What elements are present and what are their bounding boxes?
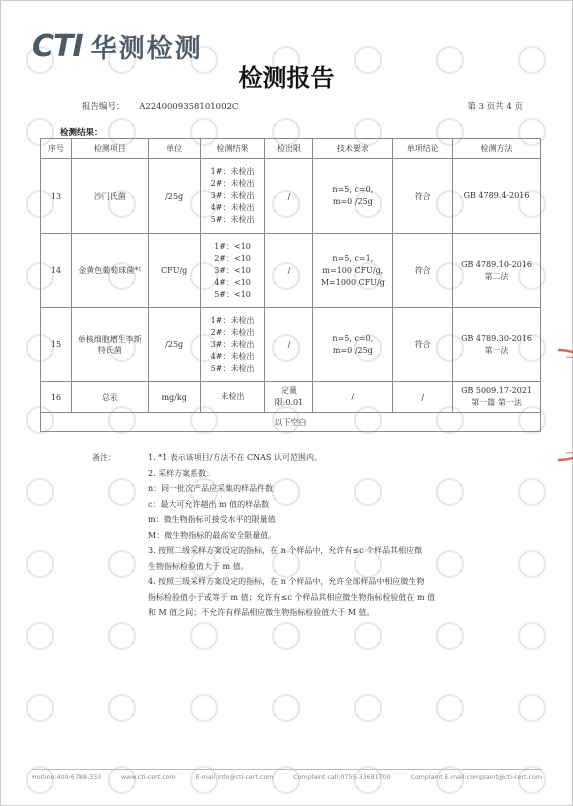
requirement-line: n=5, c=0, [332, 185, 374, 194]
method-line: 第一篇 第一法 [471, 398, 522, 407]
cell-result [200, 382, 265, 413]
cell-no: 16 [41, 382, 72, 413]
report-number-value: A2240009358101002C [139, 102, 239, 112]
method-line: GB 5009.17-2021 [461, 386, 533, 395]
note-line: 1. *1 表示该项目/方法不在 CNAS 认可范围内。 [148, 453, 322, 462]
table-row-blank-note [41, 413, 541, 432]
blank-note: 以下空白 [41, 413, 541, 432]
cell-limit: / [265, 308, 313, 382]
result-line: 5#：未检出 [210, 363, 255, 373]
cell-method [453, 159, 541, 234]
requirement-line: n=5, c=1, [332, 253, 374, 263]
logo-chinese-text: 华测检测 [90, 34, 203, 64]
result-line: 5#：未检出 [210, 215, 255, 224]
note-line: 和 M 值之间；不允许有样品相应微生物指标检验值大于 M 值。 [148, 608, 375, 617]
notes-body [148, 450, 488, 621]
note-line: m：微生物指标可接受水平的限量值 [148, 515, 276, 524]
method-line: GB 4789.30-2016 [461, 333, 533, 343]
cell-result [200, 234, 265, 308]
header-conclusion: 单项结论 [393, 139, 453, 159]
footer-email[interactable]: E-mail:info@cti-cert.com [195, 774, 274, 781]
header-no: 序号 [41, 139, 72, 159]
note-line: 3. 按照二级采样方案设定的指标，在 n 个样品中，允许有≤c 个样品其相应微 [148, 546, 423, 555]
footer-website[interactable]: www.cti-cert.com [121, 774, 176, 781]
header-limit: 检出限 [265, 139, 313, 159]
cell-limit: / [265, 234, 313, 308]
result-line: 1#：<10 [214, 241, 251, 251]
report-number-label: 报告编号： [82, 102, 125, 112]
table-row [41, 382, 541, 413]
method-line: GB 4789.10-2016 [461, 259, 533, 269]
cell-conclusion: 符合 [393, 308, 453, 382]
cell-requirement [313, 382, 393, 413]
cell-no: 13 [41, 159, 72, 234]
result-line: 3#：未检出 [210, 339, 255, 349]
requirement-line: m=100 CFU/g, [322, 265, 384, 275]
method-line: 第二法 [484, 271, 509, 281]
requirement-line: m=0 /25g [332, 345, 373, 355]
header-requirement: 技术要求 [313, 139, 393, 159]
results-label: 检测结果： [60, 128, 103, 138]
header-unit: 单位 [148, 139, 200, 159]
result-line: 1#：未检出 [210, 167, 255, 176]
table-row [41, 308, 541, 382]
footer-complaint-email[interactable]: Complaint E-mail:complaint@cti-cert.com [410, 774, 542, 781]
requirement-line: M=1000 CFU/g [320, 277, 385, 287]
result-line: 4#：未检出 [210, 203, 255, 212]
requirement-line: m=0 /25g [332, 197, 373, 206]
note-line: M：微生物指标的最高安全限量值。 [148, 530, 277, 540]
method-line: GB 4789.4-2016 [463, 191, 530, 200]
results-table [40, 138, 541, 432]
cell-item: 总汞 [71, 382, 148, 413]
header-item: 检测项目 [71, 139, 148, 159]
requirement-line: n=5, c=0, [332, 333, 374, 343]
result-line: 2#：未检出 [210, 179, 255, 188]
footer-divider [32, 769, 542, 770]
note-line: n：同一批次产品应采集的样品件数 [148, 484, 274, 493]
cell-unit: CFU/g [148, 234, 200, 308]
cell-conclusion: 符合 [393, 159, 453, 234]
cell-requirement [313, 159, 393, 234]
cell-method [453, 382, 541, 413]
cell-no: 14 [41, 234, 72, 308]
note-line: 2. 采样方案系数： [148, 468, 215, 478]
header-result: 检测结果 [200, 139, 265, 159]
result-line: 3#：<10 [214, 265, 251, 275]
footer-hotline: Hotline:400-6788-333 [32, 774, 102, 781]
cell-item: 金黄色葡萄球菌*¹ [71, 234, 148, 308]
result-line: 未检出 [220, 392, 245, 401]
report-number [82, 100, 238, 112]
cell-unit: /25g [148, 159, 200, 234]
footer [32, 774, 542, 781]
result-line: 5#：<10 [214, 289, 251, 299]
note-line: 生物指标检验值大于 m 值。 [148, 561, 249, 571]
note-line: 4. 按照三级采样方案设定的指标，在 n 个样品中，允许全部样品中相应微生物 [148, 577, 425, 586]
notes-label: 备注： [92, 453, 116, 462]
requirement-line: / [351, 392, 355, 401]
note-line: c：最大可允许超出 m 值的样品数 [148, 499, 270, 509]
cell-result [200, 308, 265, 382]
page-title: 检测报告 [238, 64, 335, 92]
result-line: 1#：未检出 [210, 315, 255, 325]
cell-unit: /25g [148, 308, 200, 382]
cell-method [453, 234, 541, 308]
result-line: 4#：<10 [214, 277, 251, 287]
method-line: 第一法 [484, 345, 509, 355]
table-header-row [41, 139, 541, 159]
cell-requirement [313, 308, 393, 382]
cell-conclusion: / [393, 382, 453, 413]
cell-method [453, 308, 541, 382]
footer-complaint-call: Complaint call:0755-33681700 [293, 774, 391, 781]
table-row [41, 234, 541, 308]
header-method: 检测方法 [453, 139, 541, 159]
cell-requirement [313, 234, 393, 308]
result-line: 2#：未检出 [210, 327, 255, 337]
page-info: 第 3 页共 4 页 [467, 102, 523, 112]
cell-unit: mg/kg [148, 382, 200, 413]
table-row [41, 159, 541, 234]
note-line: 指标检验值小于或等于 m 值；允许有≤c 个样品其相应微生物指标检验值在 m 值 [148, 592, 436, 602]
result-line: 3#：未检出 [210, 191, 255, 200]
red-seal-stamp [538, 345, 573, 465]
cell-limit: / [265, 159, 313, 234]
cell-item: 沙门氏菌 [71, 159, 148, 234]
cell-conclusion: 符合 [393, 234, 453, 308]
cell-result [200, 159, 265, 234]
logo-cti-text: CTI [32, 29, 83, 64]
result-line: 2#：<10 [214, 253, 251, 263]
result-line: 4#：未检出 [210, 351, 255, 361]
cell-no: 15 [41, 308, 72, 382]
cell-limit: 定量限:0.01 [265, 382, 313, 413]
cell-item: 单核细胞增生李斯特氏菌 [71, 308, 148, 382]
